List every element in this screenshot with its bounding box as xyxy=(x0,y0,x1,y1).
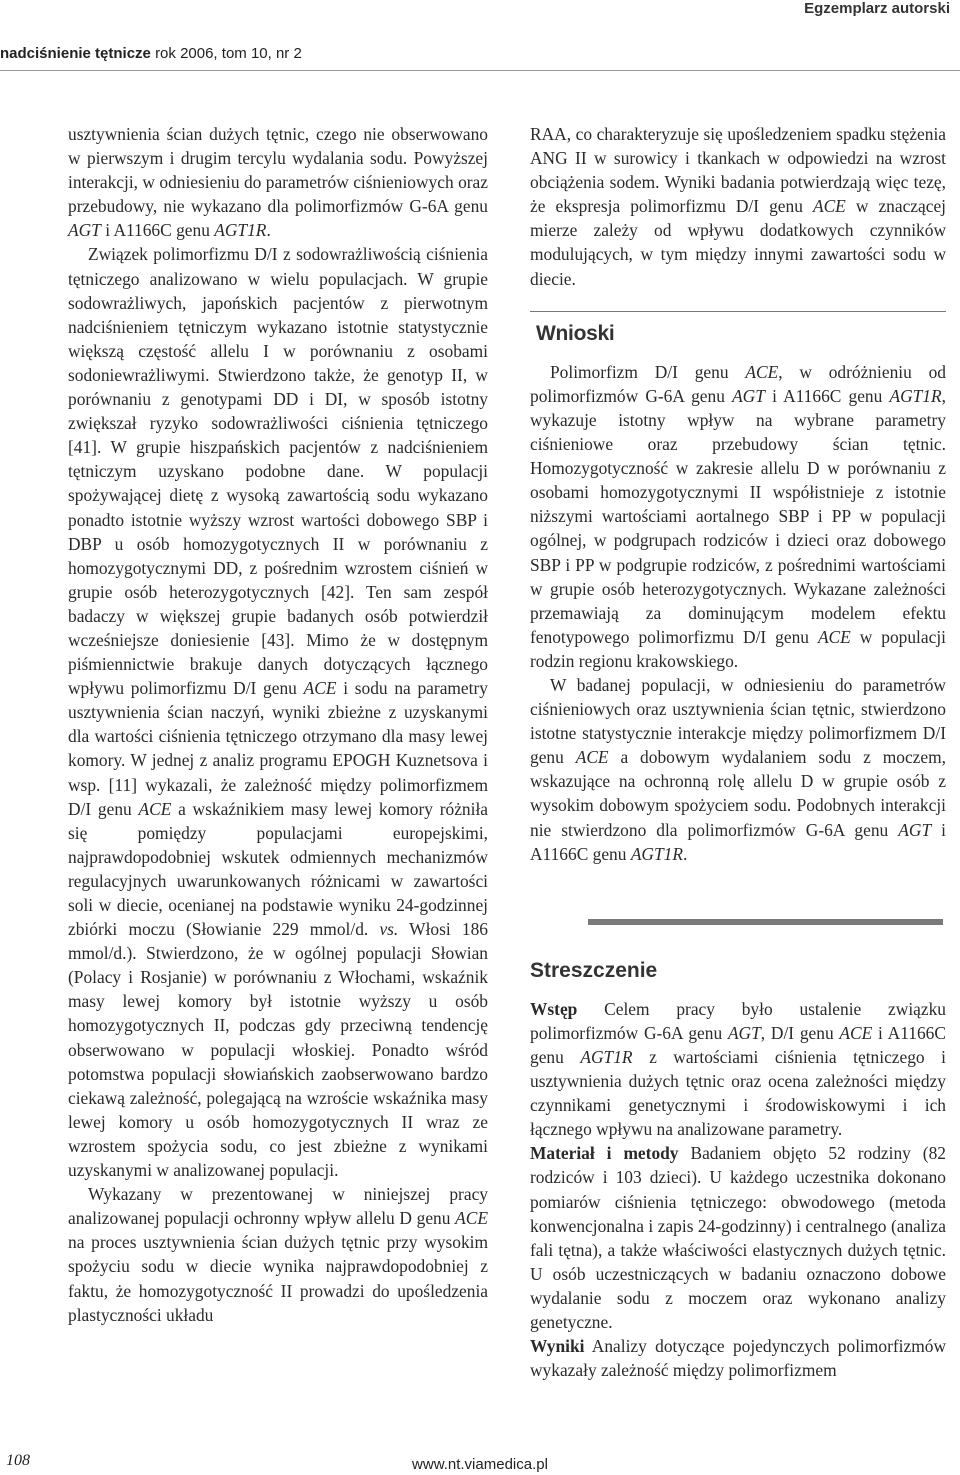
gene-name: AGT xyxy=(898,819,932,840)
paragraph: Polimorfizm D/I genu ACE, w odróżnieniu od polimorfizmów G-6A genu AGT i A1166C genu AGT1R, wykazuje istotny wpływ na wybrane parametry ciśnieniowe oraz przebudowy ścian tętnic. Homozygotyczność w zakresie allelu D w porównaniu z osobami homozygotycznymi II współistnieje z istotnie niższymi wartościami aortalnego SBP i PP w populacji ogólnej, w podgrupach rodziców i dzieci oraz dobowego SBP i PP w podgrupie rodziców, z pośrednimi wartościami w grupie osób heterozygotycznych. Wykazane zależności przemawiają za dominującym modelem efektu fenotypowego polimorfizmu D/I genu ACE w populacji rodzin regionu krakowskiego. xyxy=(530,361,946,671)
gene-name: AGT xyxy=(732,385,765,406)
issue-info: rok 2006, tom 10, nr 2 xyxy=(155,45,302,62)
header-rule xyxy=(0,70,960,71)
gene-name: AGT1R xyxy=(580,1047,633,1067)
footer-url[interactable]: www.nt.viamedica.pl xyxy=(412,1456,548,1473)
gene-name: AGT xyxy=(727,1022,761,1043)
streszczenie-section xyxy=(530,959,946,983)
section-divider xyxy=(588,919,943,925)
gene-name: ACE xyxy=(839,1022,873,1043)
gene-name: ACE xyxy=(455,1208,488,1229)
paragraph: W badanej populacji, w odniesieniu do parametrów ciśnieniowych oraz usztywnienia ścian tętnic, stwierdzono istotne statystycznie interakcje między polimorfizmem D/I genu ACE a dobowym wydalaniem sodu z moczem, wskazujące na ochronną rolę allelu D w grupie osób z wysokim dobowym spożyciem sodu. Podobnych interakcji nie stwierdzono dla polimorfizmów G-6A genu AGT i A1166C genu AGT1R. xyxy=(530,674,946,864)
gene-name: ACE xyxy=(138,798,172,819)
gene-name: ACE xyxy=(817,626,851,647)
abstract-label: Wstęp xyxy=(530,998,578,1019)
page-number: 108 xyxy=(6,1452,30,1469)
gene-name: ACE xyxy=(575,747,609,768)
paragraph: usztywnienia ścian dużych tętnic, czego nie obserwowano w pierwszym i drugim tercylu wydalania sodu. Powyższej interakcji, w odniesieniu do parametrów ciśnieniowych oraz przebudowy, nie wykazano dla polimorfizmów G-6A genu AGT i A1166C genu AGT1R. xyxy=(68,124,488,241)
running-header xyxy=(0,45,302,62)
section-heading: Wnioski xyxy=(536,321,615,345)
versus-abbrev: vs. xyxy=(379,919,399,940)
paragraph: Wykazany w prezentowanej w niniejszej pracy analizowanej populacji ochronny wpływ allelu D genu ACE na proces usztywnienia ścian dużych tętnic przy wysokim spożyciu sodu w diecie wynika najprawdopodobniej z faktu, że homozygotyczność II prowadzi do upośledzenia plastyczności układu xyxy=(68,1184,488,1325)
gene-name: AGT1R xyxy=(889,385,942,406)
abstract-label: Materiał i metody xyxy=(530,1143,679,1164)
paragraph: RAA, co charakteryzuje się upośledzeniem spadku stężenia ANG II w surowicy i tkankach w odpowiedzi na wzrost obciążenia sodem. Wyniki badania potwierdzają więc tezę, że ekspresja polimorfizmu D/I genu ACE w znaczącej mierze zależy od wpływu dodatkowych czynników modulujących, w tym między innymi zawartości sodu w diecie. xyxy=(530,124,947,289)
gene-name: ACE xyxy=(812,196,846,217)
right-column xyxy=(530,122,946,1382)
gene-name: AGT1R xyxy=(214,220,267,241)
gene-name: ACE xyxy=(745,361,779,382)
section-heading: Streszczenie xyxy=(530,958,658,982)
abstract-label: Wyniki xyxy=(530,1336,585,1357)
gene-name: ACE xyxy=(303,678,337,699)
left-column xyxy=(68,122,488,1327)
wnioski-section xyxy=(530,311,946,346)
gene-name: AGT xyxy=(68,220,101,241)
paragraph: Związek polimorfizmu D/I z sodowrażliwością ciśnienia tętniczego analizowano w wielu populacjach. W grupie sodowrażliwych, japońskich pacjentów z pierwotnym nadciśnieniem tętniczym wykazano istotnie statystycznie większą częstość allelu I w porównaniu z osobami sodoniewrażliwymi. Stwierdzono także, że genotyp II, w porównaniu z genotypami DD i DI, w sposób istotny zwiększał ryzyko sodowrażliwości ciśnienia tętniczego [41]. W grupie hiszpańskich pacjentów z nadciśnieniem tętniczym uzyskano podobne dane. W populacji spożywającej dietę z wysoką zawartością sodu wykazano ponadto istotnie wyższy wzrost wartości dobowego SBP i DBP u osób homozygotycznych II w porównaniu z homozygotycznymi DD, z pośrednim wzrostem ciśnień w grupie osób heterozygotycznych [42]. Ten sam zespół badaczy w większej grupie badanych osób potwierdził wcześniejsze doniesienie [43]. Mimo że w dostępnym piśmiennictwie brakuje danych dotyczących łącznego wpływu polimorfizmu D/I genu ACE i sodu na parametry usztywnienia ścian naczyń, wyniki zbieżne z uzyskanymi dla wartości ciśnienia tętniczego otrzymano dla masy lewej komory. W jednej z analiz programu EPOGH Kuznetsova i wsp. [11] wykazali, że zależność między polimorfizmem D/I genu ACE a wskaźnikiem masy lewej komory różniła się pomiędzy populacjami europejskimi, najprawdopodobniej wskutek odmiennych mechanizmów regulacyjnych uwarunkowanych różnicami w zawartości soli w diecie, ocenianej na podstawie wyniku 24-godzinnej zbiórki moczu (Słowianie 229 mmol/d. vs. Włosi 186 mmol/d.). Stwierdzono, że w ogólnej populacji Słowian (Polacy i Rosjanie) w porównaniu z Włochami, wskaźnik masy lewej komory był istotnie wyższy u osób homozygotycznych II, podczas gdy przeciwną tendencję obserwowano w populacji włoskiej. Ponadto wśród potomstwa populacji słowiańskich zaobserwowano bardzo ciekawą zależność, polegającą na wzroście wskaźnika masy lewej komory u osób homozygotycznych II wraz ze wzrostem spożycia sodu, co jest zbieżne z wynikami uzyskanymi w analizowanej populacji. xyxy=(68,244,489,1181)
paragraph: Materiał i metody Badaniem objęto 52 rodziny (82 rodziców i 103 dzieci). U każdego uczestnika dokonano pomiarów ciśnienia tętniczego: obwodowego (metoda konwencjonalna i zapis 24-godzinny) i centralnego (analiza fali tętna), a także właściwości elastycznych dużych tętnic. U osób uczestniczących w badaniu oznaczono dobowe wydalanie sodu z moczem oraz wykonano analizy genetyczne. xyxy=(530,1143,946,1333)
page-header xyxy=(0,0,960,72)
section-rule xyxy=(530,311,946,312)
paragraph: Wyniki Analizy dotyczące pojedynczych polimorfizmów wykazały zależność między polimorfizmem xyxy=(530,1336,947,1381)
gene-name: AGT1R xyxy=(630,843,683,864)
author-copy-stamp: Egzemplarz autorski xyxy=(804,0,950,17)
journal-title: nadciśnienie tętnicze xyxy=(0,45,151,62)
paragraph: Wstęp Celem pracy było ustalenie związku polimorfizmów G-6A genu AGT, D/I genu ACE i A1166C genu AGT1R z wartościami ciśnienia tętniczego i usztywnienia dużych tętnic oraz ocena zależności między czynnikami genetycznymi i środowiskowymi i ich łącznego wpływu na analizowane parametry. xyxy=(530,998,946,1140)
